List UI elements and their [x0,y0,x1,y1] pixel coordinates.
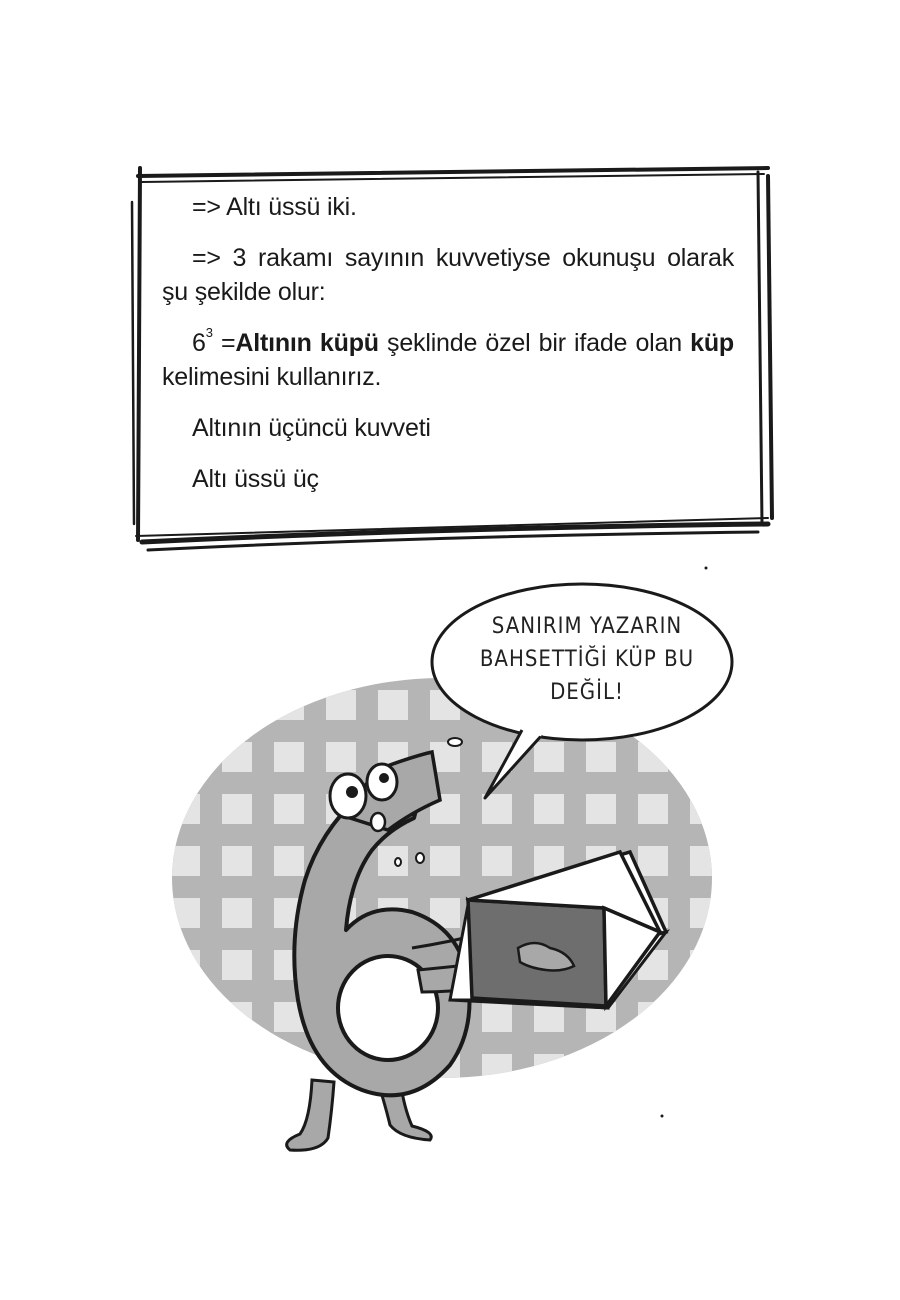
bubble-line-2: BAHSETTİĞİ KÜP BU [479,647,695,672]
background-square [690,1002,720,1032]
background-square [378,846,408,876]
background-square [274,846,304,876]
speech-bubble-text [462,610,712,709]
background-square [222,898,252,928]
paragraph-text: Altı üssü iki. [220,193,357,221]
background-square [222,742,252,772]
text-box-content [162,190,734,496]
bubble-line-1: SANIRIM YAZARIN [491,614,683,639]
background-square [690,742,720,772]
background-square [222,690,252,720]
background-square [742,1002,770,1032]
background-square [274,742,304,772]
background-square [170,1054,200,1084]
background-square [274,690,304,720]
background-square [326,742,356,772]
background-square [222,1002,252,1032]
background-square [586,794,616,824]
paragraph-power-three-rule [162,241,734,309]
power-exponent: 3 [205,325,213,340]
background-square [690,1054,720,1084]
background-square [170,846,200,876]
paragraph-cube-definition [162,326,734,394]
background-square [170,690,200,720]
equals-sign: = [212,329,236,357]
background-square [482,1054,512,1084]
background-square [690,950,720,980]
bold-word: küp [690,329,734,357]
background-square [170,950,200,980]
background-square [742,1054,770,1084]
background-square [482,1002,512,1032]
arrow-symbol: => [192,244,221,272]
background-square [586,1054,616,1084]
background-square [742,846,770,876]
paragraph-text: kelimesini kullanırız. [162,363,382,391]
bubble-line-3: DEĞİL! [550,680,624,705]
background-square [690,846,720,876]
background-square [222,950,252,980]
background-square [690,898,720,928]
background-square [170,898,200,928]
paragraph-power-two [162,190,734,224]
background-square [222,1054,252,1084]
background-square [742,794,770,824]
background-square [534,1054,564,1084]
background-square [274,794,304,824]
background-square [326,690,356,720]
background-square [742,690,770,720]
arrow-symbol: => [192,193,221,221]
background-square [222,794,252,824]
background-square [430,846,460,876]
background-square [742,898,770,928]
background-square [742,950,770,980]
paragraph-third-power: Altının üçüncü kuvveti [192,414,431,442]
background-square [638,1054,668,1084]
background-square [638,742,668,772]
background-square [638,794,668,824]
background-square [170,1002,200,1032]
background-square [274,1054,304,1084]
bold-phrase: Altının küpü [235,329,379,357]
background-square [170,794,200,824]
background-square [690,794,720,824]
background-square [586,742,616,772]
background-square [638,1002,668,1032]
background-square [742,742,770,772]
background-square [482,846,512,876]
paragraph-text: şeklinde özel bir ifade olan [378,329,691,357]
background-square [222,846,252,876]
power-base: 6 [192,329,206,357]
paragraph-text: 3 rakamı sayının kuvvetiyse okunuşu olarak şu şekilde olur: [162,244,734,306]
background-square [638,846,668,876]
paragraph-power-three: Altı üssü üç [192,465,319,493]
background-square [170,742,200,772]
background-square [534,794,564,824]
background-square [534,742,564,772]
background-square [378,690,408,720]
